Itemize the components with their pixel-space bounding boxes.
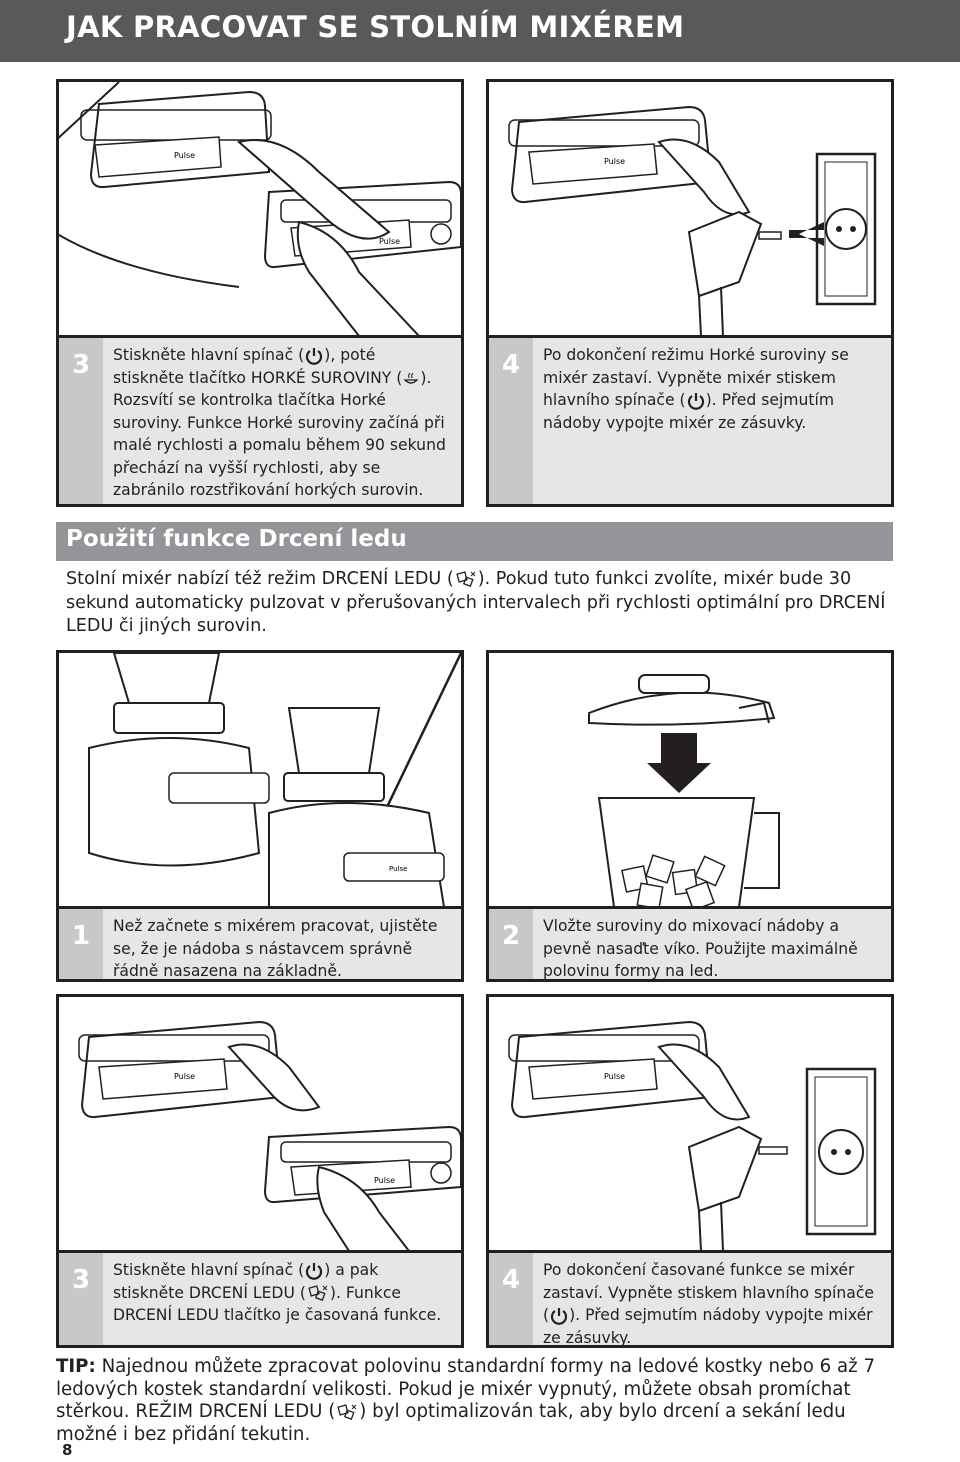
tip-label: TIP:: [56, 1356, 96, 1377]
step-text: Po dokončení časované funkce se mixér zastaví. Vypněte stiskem hlavního spínače ( ). Před sejmutím nádoby vypojte mixér ze zásuvky.: [533, 1253, 891, 1345]
wall-socket-icon: [807, 1069, 875, 1234]
step-text: Než začnete s mixérem pracovat, ujistěte se, že je nádoba s nástavcem správně řádně nasazena na základně.: [103, 909, 461, 979]
step-text: Stiskněte hlavní spínač ( ), poté stiskněte tlačítko HORKÉ SUROVINY ( ). Rozsvítí se kontrolka tlačítka Horké suroviny. Funkce Horké suroviny začíná při malé rychlosti a pomalu během 90 sekund přechází na vyšší rychlosti, aby se zabránilo rozstřikování horkých surovin.: [103, 338, 461, 504]
pulse-label: Pulse: [379, 237, 401, 246]
tip-paragraph: TIP: Najednou můžete zpracovat polovinu standardní formy na ledové kostky nebo 6 až 7 ledových kostek standardní velikosti. Pokud je mixér vypnutý, můžete obsah promíchat stěrkou. REŽIM DRCENÍ LEDU ( ) byl optimalizován tak, aby bylo drcení a sekání ledu možné i bez přidání tekutin.: [56, 1356, 876, 1445]
pulse-label: Pulse: [174, 151, 196, 160]
page-title: JAK PRACOVAT SE STOLNÍM MIXÉREM: [66, 10, 685, 44]
caption-ice-step-1: [56, 906, 464, 982]
illustration-ice-step-3: [56, 994, 464, 1254]
caption-ice-step-4: [486, 1250, 894, 1348]
step-text: Vložte suroviny do mixovací nádoby a pevně nasaďte víko. Použijte maximálně polovinu formy na led.: [533, 909, 891, 979]
wall-socket-icon: [817, 154, 875, 304]
step-number: 3: [59, 338, 103, 504]
plug-icon: [689, 1127, 787, 1251]
pulse-label: Pulse: [604, 1072, 626, 1081]
step-text: Stiskněte hlavní spínač ( ) a pak stiskněte DRCENÍ LEDU ( ). Funkce DRCENÍ LEDU tlačítko je časovaná funkce.: [103, 1253, 461, 1345]
illustration-ice-step-1: [56, 650, 464, 910]
pulse-label: Pulse: [604, 157, 626, 166]
step-number: 4: [489, 1253, 533, 1345]
step-number: 1: [59, 909, 103, 979]
ice-crush-icon: [455, 570, 477, 588]
illustration-ice-step-4: [486, 994, 894, 1254]
ice-crush-icon: [336, 1403, 358, 1421]
caption-ice-step-3: [56, 1250, 464, 1348]
ice-crush-icon: [307, 1284, 329, 1302]
illustration-hot-step-4: [486, 79, 894, 339]
power-icon: [305, 347, 323, 365]
pulse-label: Pulse: [389, 865, 408, 873]
illustration-hot-step-3: [56, 79, 464, 339]
intro-paragraph: Stolní mixér nabízí též režim DRCENÍ LEDU ( ). Pokud tuto funkci zvolíte, mixér bude 30 sekund automaticky pulzovat v přerušovaných intervalech při rychlosti optimální pro DRCENÍ LEDU či jiných surovin.: [66, 569, 886, 636]
step-number: 3: [59, 1253, 103, 1345]
arrow-icon: [647, 733, 711, 793]
power-icon: [550, 1307, 568, 1325]
step-number: 4: [489, 338, 533, 504]
section-title: Použití funkce Drcení ledu: [66, 526, 407, 552]
caption-ice-step-2: [486, 906, 894, 982]
step-text: Po dokončení režimu Horké suroviny se mixér zastaví. Vypněte mixér stiskem hlavního spínače ( ). Před sejmutím nádoby vypojte mixér ze zásuvky.: [533, 338, 891, 504]
plug-icon: [689, 212, 781, 336]
illustration-ice-step-2: [486, 650, 894, 910]
step-number: 2: [489, 909, 533, 979]
caption-hot-step-4: [486, 335, 894, 507]
hot-ingredients-icon: [403, 370, 419, 386]
pulse-label: Pulse: [174, 1072, 196, 1081]
power-icon: [687, 392, 705, 410]
page-number: 8: [62, 1441, 73, 1459]
pulse-label: Pulse: [374, 1176, 396, 1185]
caption-hot-step-3: [56, 335, 464, 507]
power-icon: [305, 1262, 323, 1280]
